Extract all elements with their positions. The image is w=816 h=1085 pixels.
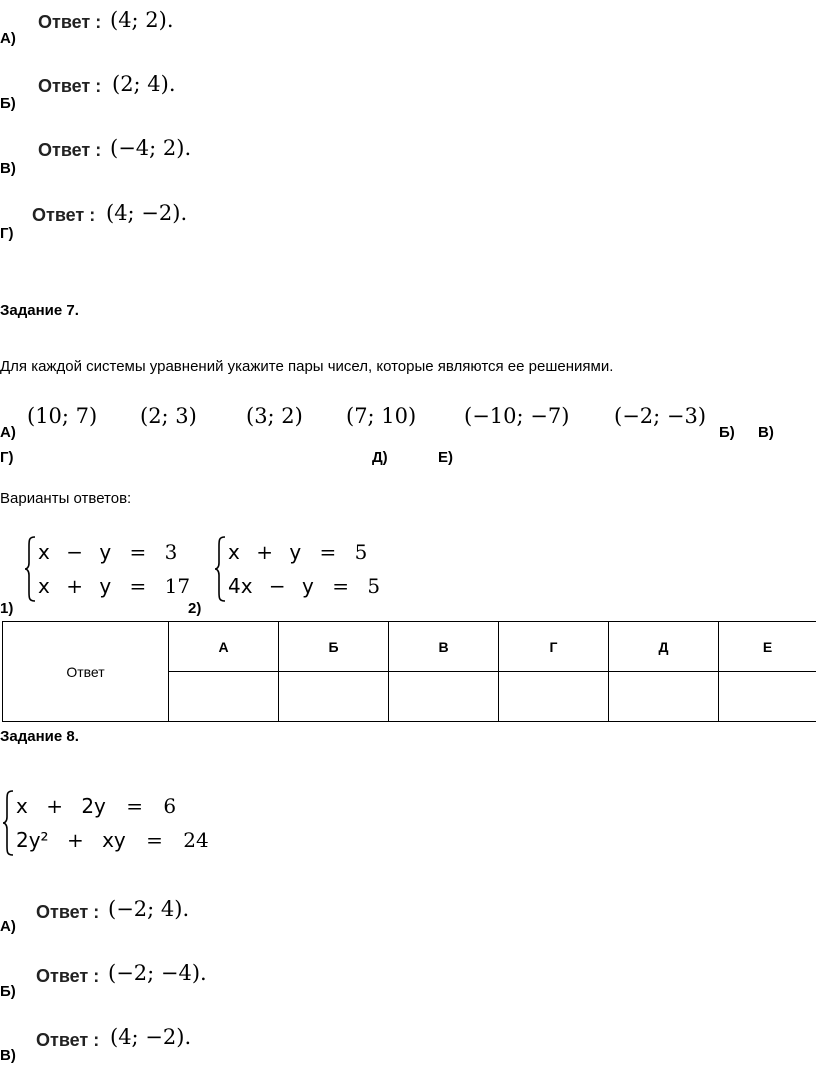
t8-l1-t0: x: [16, 794, 28, 818]
answer-b-prefix: Ответ :: [38, 76, 102, 96]
answer-cell-v[interactable]: [389, 672, 499, 722]
sys1-l2-t3: =: [129, 574, 147, 598]
t8-answer-b-value: (−2; −4).: [108, 961, 207, 985]
brace-icon: [2, 790, 14, 856]
task7-title: Задание 7.: [0, 302, 79, 319]
sys2-l1-t2: y: [289, 540, 302, 564]
pair-item: (10; 7): [27, 404, 98, 428]
sys2-l1-t1: +: [256, 540, 273, 564]
t8-answer-b-prefix: Ответ :: [36, 966, 100, 986]
answer-cell-d[interactable]: [609, 672, 719, 722]
table-header: Б: [279, 622, 389, 672]
t8-l2-t2: xy: [102, 828, 126, 852]
sys2-l1-t4: 5: [354, 540, 368, 564]
t8-l1-t2: 2y: [81, 794, 106, 818]
system-1-number: 1): [0, 600, 14, 617]
sys1-l2-t0: x: [38, 574, 50, 598]
table-header: Е: [719, 622, 816, 672]
pair-item: (−2; −3): [614, 404, 707, 428]
sys1-l2-t2: y: [99, 574, 112, 598]
pair-label: Г): [0, 449, 14, 466]
t8-answer-c-value: (4; −2).: [110, 1025, 192, 1049]
system-2: [214, 534, 381, 606]
sys2-l2-t3: =: [332, 574, 350, 598]
answer-a-value: (4; 2).: [110, 8, 174, 32]
t8-l2-t4: 24: [183, 828, 209, 852]
brace-icon: [214, 536, 226, 602]
answer-a-letter: А): [0, 30, 16, 47]
task7-instruction: Для каждой системы уравнений укажите пары чисел, которые являются ее решениями.: [0, 358, 614, 375]
brace-icon: [24, 536, 36, 602]
pair-label: В): [758, 424, 774, 441]
answer-d-value: (4; −2).: [106, 201, 188, 225]
sys2-l2-t4: 5: [367, 574, 381, 598]
task8-title: Задание 8.: [0, 728, 79, 745]
t8-answer-b-letter: Б): [0, 983, 16, 1000]
sys1-l1-t1: −: [66, 540, 83, 564]
t8-l1-t3: =: [126, 794, 144, 818]
t8-answer-c-letter: В): [0, 1047, 16, 1064]
pair-label: Б): [719, 424, 735, 441]
pair-item: (3; 2): [246, 404, 303, 428]
sys1-l1-t4: 3: [164, 540, 178, 564]
t8-l2-t3: =: [146, 828, 163, 852]
pair-label: А): [0, 424, 16, 441]
answer-c-prefix: Ответ :: [38, 140, 102, 160]
t8-l2-t1: +: [66, 828, 84, 852]
table-row-label: Ответ: [3, 622, 169, 722]
t8-l1-t4: 6: [163, 794, 177, 818]
system-2-number: 2): [188, 600, 202, 617]
variants-label: Варианты ответов:: [0, 490, 132, 507]
t8-answer-c-prefix: Ответ :: [36, 1030, 100, 1050]
sys2-l1-t0: x: [228, 540, 240, 564]
t8-l1-t1: +: [46, 794, 63, 818]
sys2-l2-t2: y: [302, 574, 314, 598]
pair-label: Е): [438, 449, 453, 466]
sys1-l2-t4: 17: [164, 574, 191, 598]
answer-cell-g[interactable]: [499, 672, 609, 722]
answer-a-prefix: Ответ :: [38, 12, 102, 32]
sys1-l1-t3: =: [129, 540, 147, 564]
sys2-l2-t0: 4x: [228, 574, 253, 598]
t8-answer-a-prefix: Ответ :: [36, 902, 100, 922]
t8-answer-a-value: (−2; 4).: [108, 897, 190, 921]
pair-item: (7; 10): [346, 404, 417, 428]
system-1: [24, 534, 191, 606]
answer-table: [2, 621, 816, 722]
answer-cell-e[interactable]: [719, 672, 816, 722]
t8-answer-a-letter: А): [0, 918, 16, 935]
table-header: А: [169, 622, 279, 672]
pair-item: (−10; −7): [464, 404, 570, 428]
answer-cell-b[interactable]: [279, 672, 389, 722]
sys1-l2-t1: +: [66, 574, 83, 598]
table-header: В: [389, 622, 499, 672]
task8-system: [2, 788, 209, 860]
t8-l2-t0: 2y²: [16, 828, 49, 852]
pair-item: (2; 3): [140, 404, 197, 428]
answer-b-letter: Б): [0, 95, 16, 112]
answer-c-value: (−4; 2).: [110, 136, 192, 160]
sys2-l2-t1: −: [268, 574, 286, 598]
answer-c-letter: В): [0, 160, 16, 177]
sys2-l1-t3: =: [319, 540, 337, 564]
answer-b-value: (2; 4).: [112, 72, 176, 96]
answer-d-prefix: Ответ :: [32, 205, 96, 225]
pair-label: Д): [372, 449, 388, 466]
answer-d-letter: Г): [0, 225, 14, 242]
table-header: Г: [499, 622, 609, 672]
sys1-l1-t0: x: [38, 540, 50, 564]
answer-cell-a[interactable]: [169, 672, 279, 722]
sys1-l1-t2: y: [99, 540, 112, 564]
table-header: Д: [609, 622, 719, 672]
